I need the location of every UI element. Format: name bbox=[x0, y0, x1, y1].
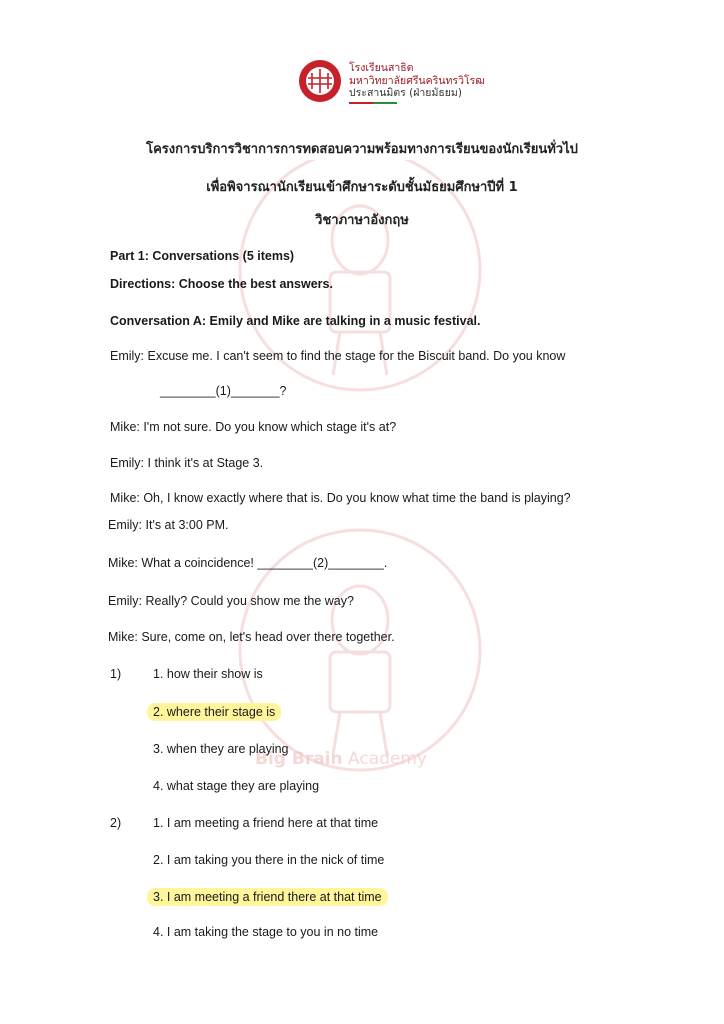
project-subtitle: เพื่อพิจารณานักเรียนเข้าศึกษาระดับชั้นมัธยมศึกษาปีที่ 1 bbox=[206, 180, 518, 195]
question-1-option-2[interactable] bbox=[153, 705, 281, 719]
dialogue-blank-1: ________(1)_______? bbox=[160, 384, 287, 398]
highlighted-answer: 3. I am meeting a friend there at that time bbox=[147, 888, 388, 906]
dialogue-line: Mike: Oh, I know exactly where that is. Do you know what time the band is playing? bbox=[110, 491, 571, 505]
question-number: 2) bbox=[110, 816, 122, 830]
question-number: 1) bbox=[110, 667, 122, 681]
directions: Directions: Choose the best answers. bbox=[110, 277, 333, 291]
school-logo bbox=[297, 58, 497, 108]
school-name-line2: มหาวิทยาลัยศรีนครินทรวิโรฒ bbox=[349, 74, 485, 87]
question-1-option-4[interactable]: 4. what stage they are playing bbox=[153, 779, 320, 793]
school-emblem-icon bbox=[297, 58, 343, 104]
dialogue-line: Emily: Really? Could you show me the way? bbox=[108, 594, 354, 608]
dialogue-line: Emily: Excuse me. I can't seem to find the stage for the Biscuit band. Do you know bbox=[110, 349, 566, 363]
subject-title: วิชาภาษาอังกฤษ bbox=[315, 213, 409, 228]
logo-underline bbox=[349, 102, 397, 104]
question-2-option-3[interactable] bbox=[153, 890, 388, 904]
part-title: Part 1: Conversations (5 items) bbox=[110, 249, 295, 263]
school-name-line3: ประสานมิตร (ฝ่ายมัธยม) bbox=[349, 87, 462, 99]
dialogue-line: Mike: Sure, come on, let's head over there together. bbox=[108, 630, 395, 644]
watermark-word2: Academy bbox=[348, 749, 427, 769]
dialogue-line: Emily: I think it's at Stage 3. bbox=[110, 456, 264, 470]
dialogue-line: Emily: It's at 3:00 PM. bbox=[108, 518, 229, 532]
dialogue-line: Mike: I'm not sure. Do you know which stage it's at? bbox=[110, 420, 397, 434]
conversation-title: Conversation A: Emily and Mike are talking in a music festival. bbox=[110, 314, 481, 328]
question-2-option-2[interactable]: 2. I am taking you there in the nick of time bbox=[153, 853, 385, 867]
question-2-option-1[interactable]: 1. I am meeting a friend here at that time bbox=[153, 816, 379, 830]
question-1-option-1[interactable]: 1. how their show is bbox=[153, 667, 263, 681]
highlighted-answer: 2. where their stage is bbox=[147, 703, 281, 721]
question-2-option-4[interactable]: 4. I am taking the stage to you in no time bbox=[153, 925, 379, 939]
school-name-line1: โรงเรียนสาธิต bbox=[349, 62, 414, 74]
dialogue-blank-2: Mike: What a coincidence! ________(2)________. bbox=[108, 556, 388, 570]
school-name bbox=[349, 62, 485, 100]
project-title: โครงการบริการวิชาการการทดสอบความพร้อมทางการเรียนของนักเรียนทั่วไป bbox=[146, 142, 578, 157]
question-1-option-3[interactable]: 3. when they are playing bbox=[153, 742, 289, 756]
watermark-word1: Big Brain bbox=[255, 749, 343, 769]
